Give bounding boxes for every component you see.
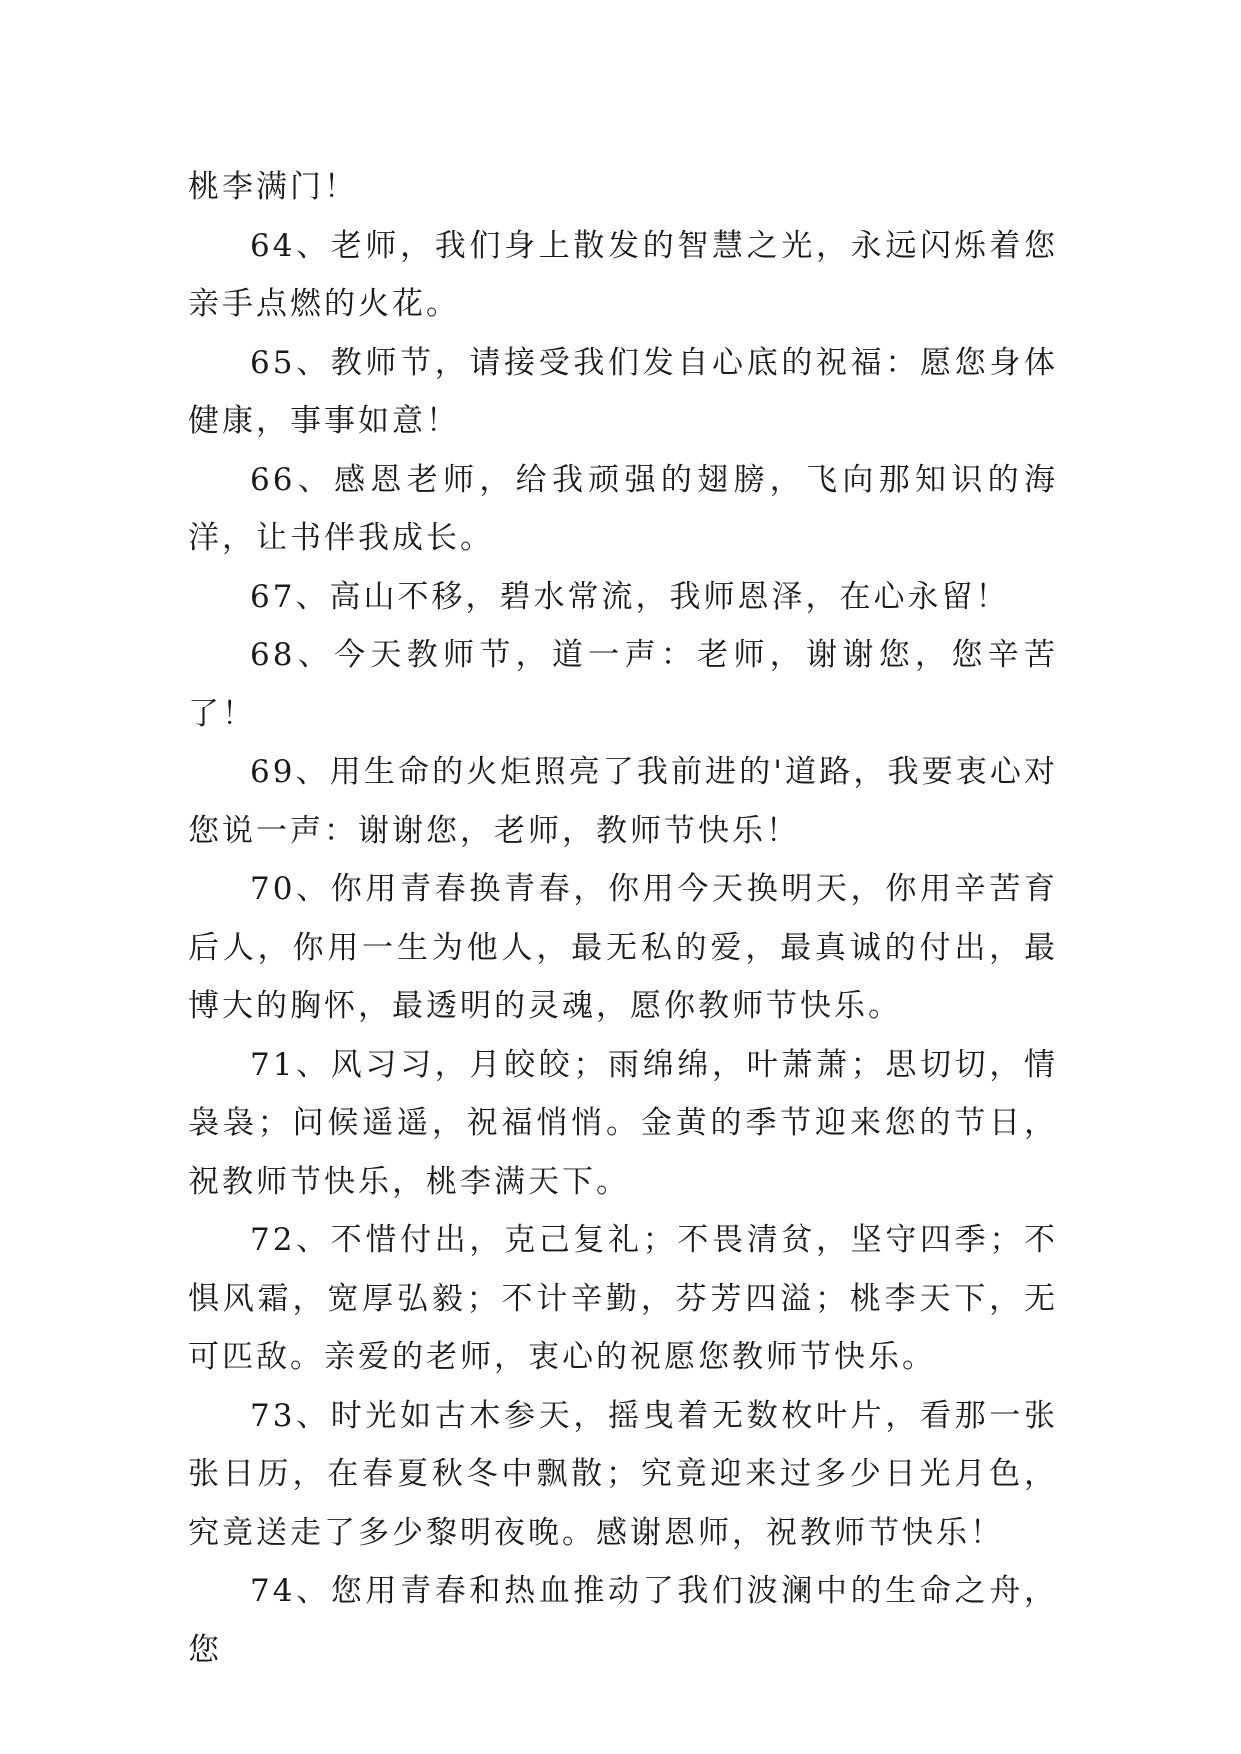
paragraph-70: 70、你用青春换青春，你用今天换明天，你用辛苦育后人，你用一生为他人，最无私的爱，最真诚的付出，最博大的胸怀，最透明的灵魂，愿你教师节快乐。 [188, 871, 1058, 1024]
paragraph-0: 桃李满门！ [188, 169, 358, 205]
paragraph-69: 69、用生命的火炬照亮了我前进的'道路，我要衷心对您说一声：谢谢您，老师，教师节快乐！ [188, 754, 1058, 849]
paragraph-65: 65、教师节，请接受我们发自心底的祝福：愿您身体健康，事事如意！ [188, 344, 1058, 439]
paragraph-74: 74、您用青春和热血推动了我们波澜中的生命之舟，您 [188, 1573, 1058, 1668]
paragraph-73: 73、时光如古木参天，摇曳着无数枚叶片，看那一张张日历，在春夏秋冬中飘散；究竟迎来过多少日光月色，究竟送走了多少黎明夜晚。感谢恩师，祝教师节快乐！ [188, 1397, 1058, 1551]
paragraph-68: 68、今天教师节，道一声：老师，谢谢您，您辛苦了！ [188, 637, 1058, 732]
paragraph-67: 67、高山不移，碧水常流，我师恩泽，在心永留！ [250, 578, 1010, 615]
paragraph-66: 66、感恩老师，给我顽强的翅膀，飞向那知识的海洋，让书伴我成长。 [188, 461, 1058, 556]
paragraph-71: 71、风习习，月皎皎；雨绵绵，叶萧萧；思切切，情袅袅；问候遥遥，祝福悄悄。金黄的季节迎来您的节日，祝教师节快乐，桃李满天下。 [188, 1046, 1058, 1200]
paragraph-64: 64、老师，我们身上散发的智慧之光，永远闪烁着您亲手点燃的火花。 [188, 227, 1058, 322]
document-body [188, 158, 1058, 1679]
paragraph-72: 72、不惜付出，克己复礼；不畏清贫，坚守四季；不惧风霜，宽厚弘毅；不计辛勤，芬芳四溢；桃李天下，无可匹敌。亲爱的老师，衷心的祝愿您教师节快乐。 [188, 1222, 1058, 1375]
